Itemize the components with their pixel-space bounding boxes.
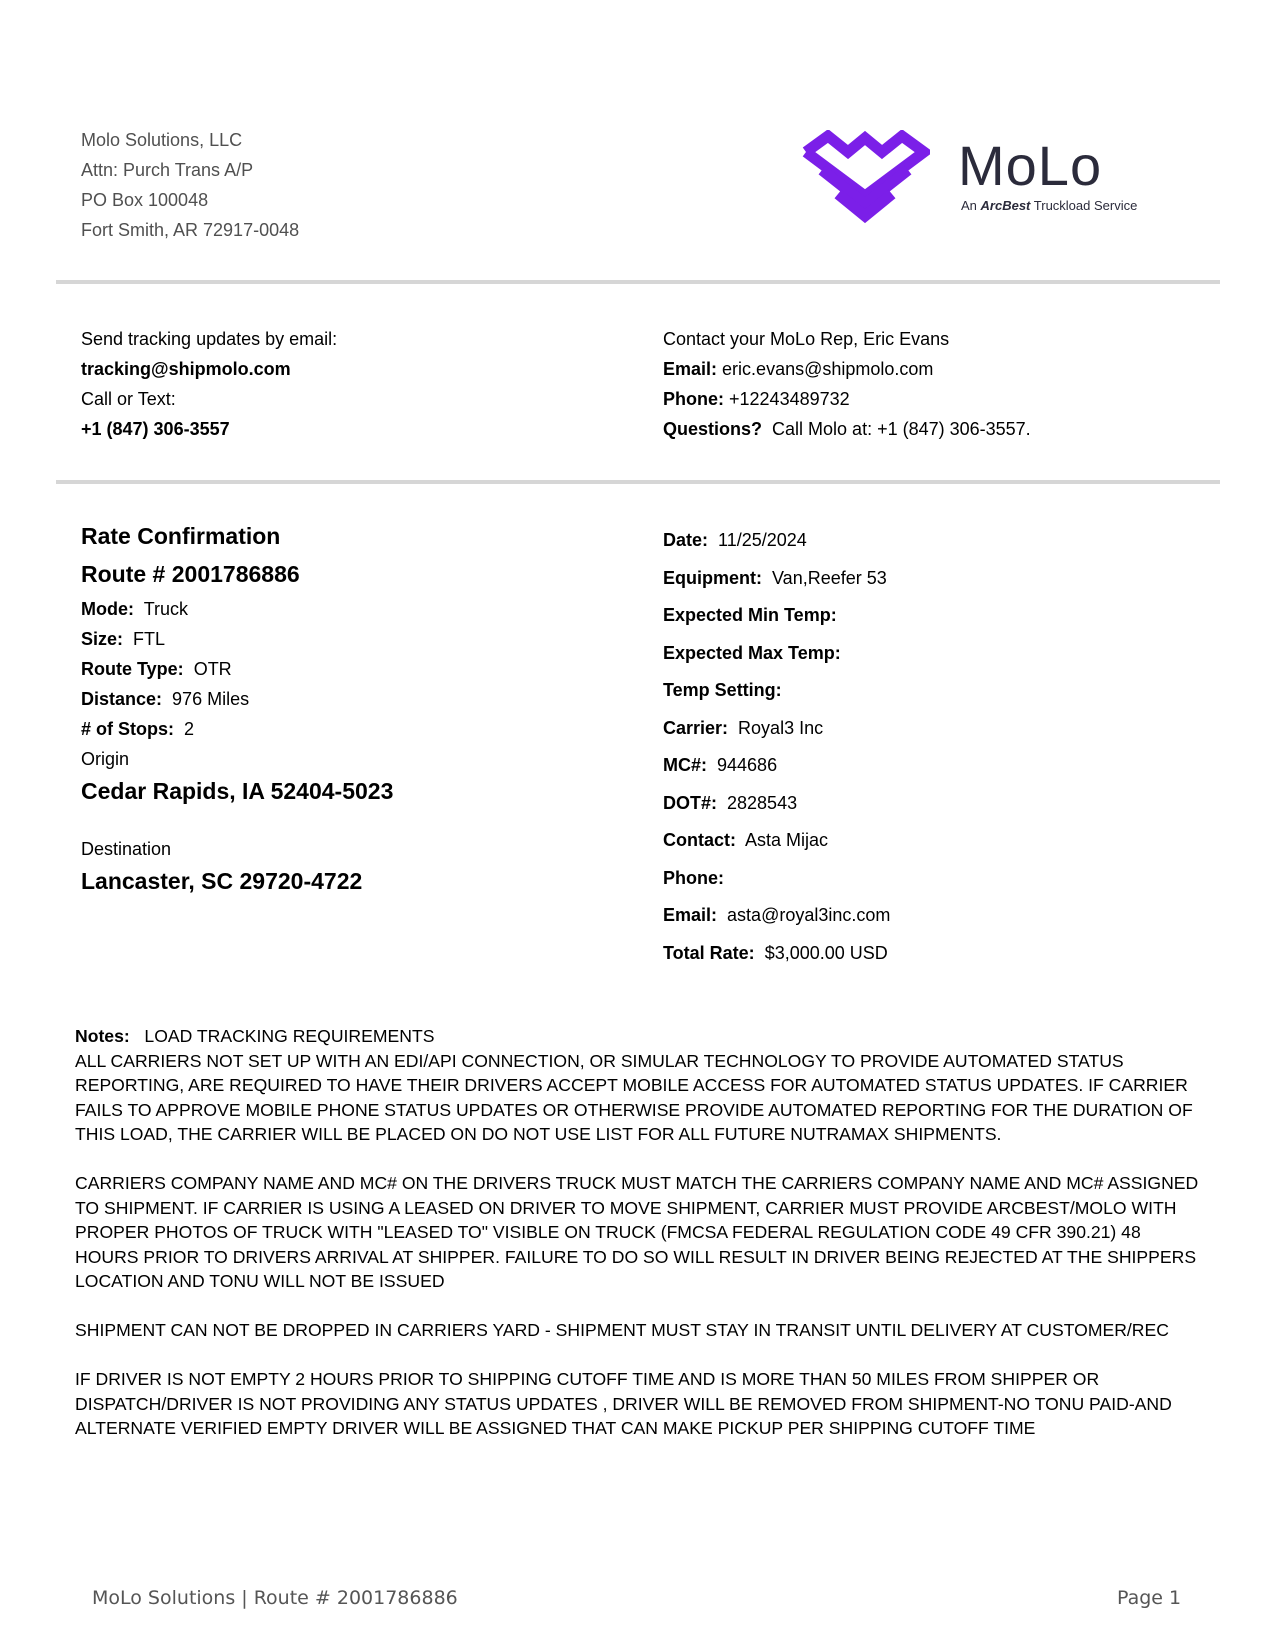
origin-city: Cedar Rapids, IA 52404-5023 <box>81 778 394 804</box>
rep-phone-label: Phone: <box>663 389 724 409</box>
dot-label: DOT#: <box>663 792 717 813</box>
route-number: Route # 2001786886 <box>81 561 300 587</box>
logo-tag-suffix: Truckload Service <box>1033 198 1138 213</box>
carrier-value: Royal3 Inc <box>738 717 824 738</box>
carrier-email-label: Email: <box>663 905 718 925</box>
molo-logo <box>800 130 1180 230</box>
stops-value: 2 <box>184 719 195 739</box>
address-line-pobox: PO Box 100048 <box>81 190 209 210</box>
rep-email-label: Email: <box>663 359 718 379</box>
rep-contact <box>663 324 1031 444</box>
load-details <box>663 522 890 972</box>
equipment-value: Van,Reefer 53 <box>772 567 887 588</box>
billing-address <box>81 125 299 245</box>
address-line-attn: Attn: Purch Trans A/P <box>81 160 254 180</box>
equipment-label: Equipment: <box>663 567 762 588</box>
carrier-label: Carrier: <box>663 717 729 738</box>
tracking-phone-link[interactable]: +1 (847) 306-3557 <box>81 419 230 439</box>
shipment-summary <box>81 594 393 899</box>
total-rate-value: $3,000.00 USD <box>764 942 888 963</box>
address-line-city: Fort Smith, AR 72917-0048 <box>81 220 300 240</box>
molo-chevron-icon <box>800 130 930 226</box>
mode-label: Mode: <box>81 599 134 619</box>
route-type-value: OTR <box>193 659 232 679</box>
date-label: Date: <box>663 530 709 550</box>
total-rate-label: Total Rate: <box>663 942 755 963</box>
mc-value: 944686 <box>717 755 778 775</box>
destination-label: Destination <box>81 839 172 859</box>
logo-tagline <box>961 198 1137 213</box>
stops-label: # of Stops: <box>81 719 174 739</box>
questions-text: Call Molo at: +1 (847) 306-3557. <box>772 419 1031 439</box>
notes-paragraph-2: CARRIERS COMPANY NAME AND MC# ON THE DRIVERS TRUCK MUST MATCH THE CARRIERS COMPANY NAME AND MC# ASSIGNED TO SHIPMENT. IF CARRIER IS USING A LEASED ON DRIVER TO MOVE SHIPMENT, CARRIER MUST PROVIDE ARCBEST/MOLO WITH PROPER PHOTOS OF TRUCK WITH "LEASED TO" VISIBLE ON TRUCK (FMCSA FEDERAL REGULATION CODE 49 CFR 390.21) 48 HOURS PRIOR TO DRIVERS ARRIVAL AT SHIPPER. FAILURE TO DO SO WILL RESULT IN DRIVER BEING REJECTED AT THE SHIPPERS LOCATION AND TONU WILL NOT BE ISSUED <box>75 1173 1199 1291</box>
carrier-email-value[interactable]: asta@royal3inc.com <box>727 905 891 925</box>
questions-label: Questions? <box>663 419 763 439</box>
page-number: Page 1 <box>1117 1587 1182 1609</box>
max-temp-label: Expected Max Temp: <box>663 642 841 663</box>
divider-top <box>56 280 1220 284</box>
address-line-company: Molo Solutions, LLC <box>81 130 243 150</box>
footer-route: MoLo Solutions | Route # 2001786886 <box>92 1587 458 1609</box>
notes-paragraph-3: SHIPMENT CAN NOT BE DROPPED IN CARRIERS YARD - SHIPMENT MUST STAY IN TRANSIT UNTIL DELIVERY AT CUSTOMER/REC <box>75 1320 1169 1340</box>
carrier-phone-label: Phone: <box>663 867 724 888</box>
tracking-email-link[interactable]: tracking@shipmolo.com <box>81 359 291 379</box>
date-value: 11/25/2024 <box>718 530 807 550</box>
rep-phone-link[interactable]: +12243489732 <box>729 389 850 409</box>
rep-name: Contact your MoLo Rep, Eric Evans <box>663 329 950 349</box>
mc-label: MC#: <box>663 755 707 775</box>
call-text-label: Call or Text: <box>81 389 176 409</box>
page-title: Rate Confirmation <box>81 523 281 549</box>
tracking-contact <box>81 324 337 444</box>
dot-value: 2828543 <box>727 792 798 813</box>
logo-tag-prefix: An <box>961 198 977 213</box>
logo-tag-brand: ArcBest <box>980 198 1031 213</box>
notes-heading: LOAD TRACKING REQUIREMENTS <box>144 1026 435 1046</box>
notes-section <box>75 1024 1205 1465</box>
notes-paragraph-1: ALL CARRIERS NOT SET UP WITH AN EDI/API CONNECTION, OR SIMULAR TECHNOLOGY TO PROVIDE AUTOMATED STATUS REPORTING, ARE REQUIRED TO HAVE THEIR DRIVERS ACCEPT MOBILE ACCESS FOR AUTOMATED STATUS UPDATES. IF CARRIER FAILS TO APPROVE MOBILE PHONE STATUS UPDATES OR OTHERWISE PROVIDE AUTOMATED REPORTING FOR THE DURATION OF THIS LOAD, THE CARRIER WILL BE PLACED ON DO NOT USE LIST FOR ALL FUTURE NUTRAMAX SHIPMENTS. <box>75 1050 1193 1144</box>
distance-value: 976 Miles <box>172 689 250 709</box>
notes-label: Notes: <box>75 1026 130 1046</box>
destination-city: Lancaster, SC 29720-4722 <box>81 868 363 894</box>
contact-value: Asta Mijac <box>745 830 829 850</box>
origin-label: Origin <box>81 749 130 769</box>
route-type-label: Route Type: <box>81 659 184 679</box>
min-temp-label: Expected Min Temp: <box>663 605 837 625</box>
distance-label: Distance: <box>81 689 163 709</box>
mode-value: Truck <box>143 599 189 619</box>
logo-wordmark: MoLo <box>958 134 1103 197</box>
size-value: FTL <box>133 629 166 649</box>
size-label: Size: <box>81 629 124 649</box>
tracking-instructions: Send tracking updates by email: <box>81 329 338 349</box>
rep-email-link[interactable]: eric.evans@shipmolo.com <box>722 359 934 379</box>
contact-label: Contact: <box>663 830 736 850</box>
notes-paragraph-4: IF DRIVER IS NOT EMPTY 2 HOURS PRIOR TO SHIPPING CUTOFF TIME AND IS MORE THAN 50 MILES FROM SHIPPER OR DISPATCH/DRIVER IS NOT PROVIDING ANY STATUS UPDATES , DRIVER WILL BE REMOVED FROM SHIPMENT-NO TONU PAID-AND ALTERNATE VERIFIED EMPTY DRIVER WILL BE ASSIGNED THAT CAN MAKE PICKUP PER SHIPPING CUTOFF TIME <box>75 1369 1172 1438</box>
divider-middle <box>56 480 1220 484</box>
temp-setting-label: Temp Setting: <box>663 680 782 700</box>
